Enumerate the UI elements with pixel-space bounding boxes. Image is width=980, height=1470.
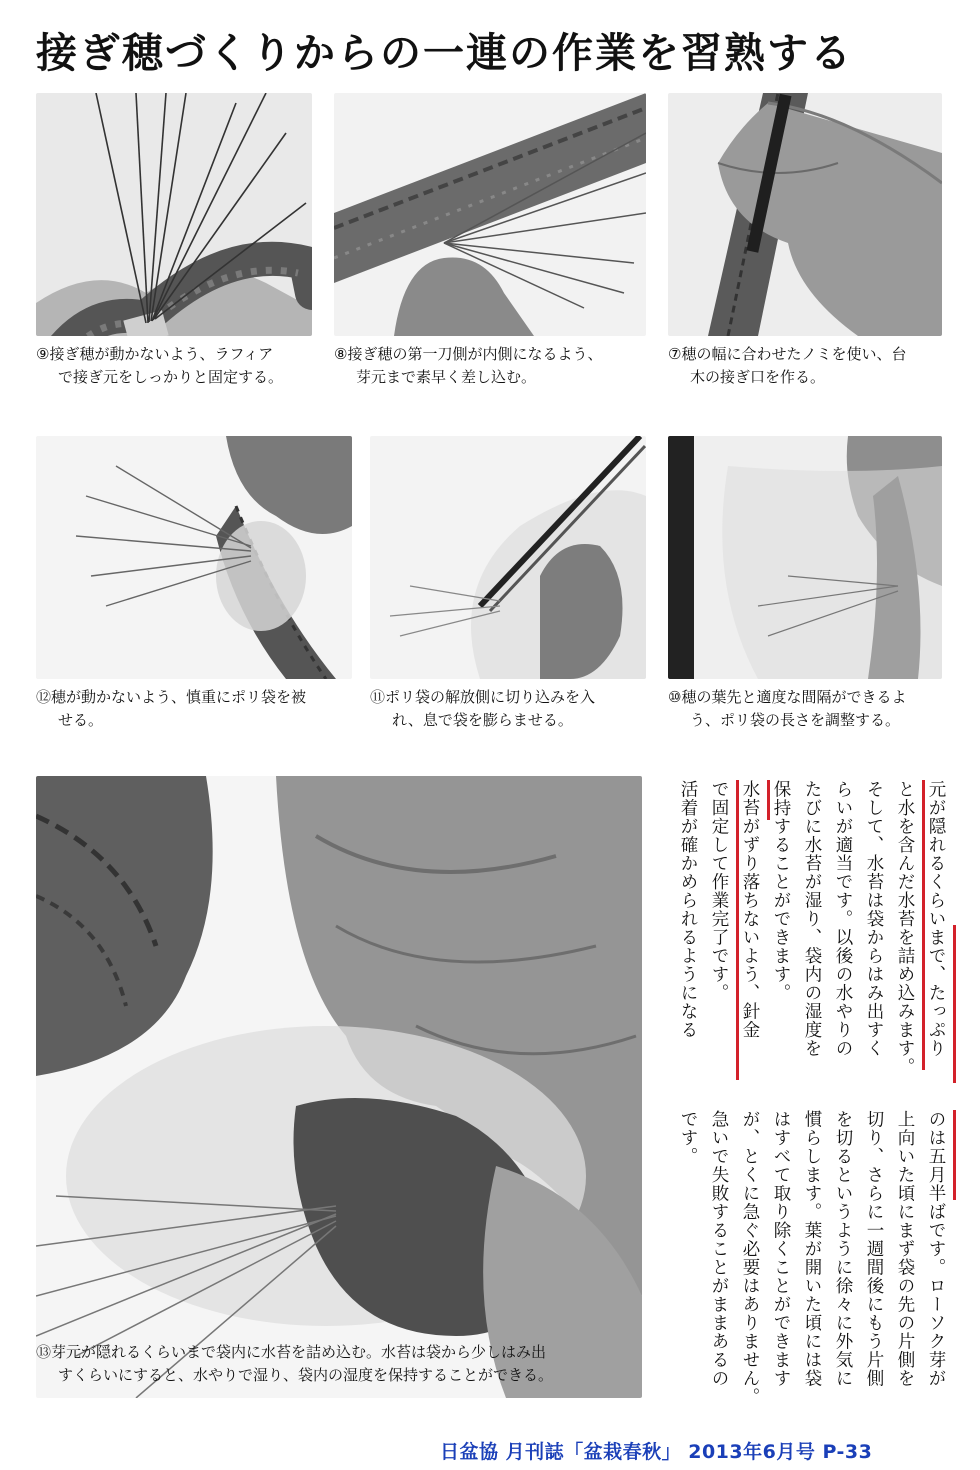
- emphasis-mark: [736, 780, 739, 1080]
- body-upper-col-2: と水を含んだ水苔を詰め込みます。: [895, 780, 915, 1076]
- body-upper-col-5: たびに水苔が湿り、袋内の湿度を: [802, 780, 822, 1058]
- body-lower-col-6: はすべて取り除くことができます: [771, 1110, 791, 1388]
- caption-9: ⑨接ぎ穂が動かないよう、ラフィア で接ぎ元をしっかりと固定する。: [36, 345, 284, 386]
- body-upper-col-6: 保持することができます。: [771, 780, 791, 1002]
- caption-8: ⑧接ぎ穂の第一刀側が内側になるよう、 芽元まで素早く差し込む。: [334, 345, 603, 386]
- body-lower-col-8: 急いで失敗することがままあるの: [709, 1110, 729, 1388]
- emphasis-mark: [922, 780, 925, 1070]
- body-upper-col-4: らいが適当です。以後の水やりの: [833, 780, 853, 1058]
- body-upper-col-3: そして、水苔は袋からはみ出すく: [864, 780, 884, 1058]
- body-lower-col-4: を切るというように徐々に外気に: [833, 1110, 853, 1388]
- photo-8-inserting-scion: [334, 93, 646, 336]
- caption-10: ⑩穂の葉先と適度な間隔ができるよ う、ポリ袋の長さを調整する。: [668, 688, 907, 729]
- body-lower-col-3: 切り、さらに一週間後にもう片側: [864, 1110, 884, 1388]
- body-upper-col-8: で固定して作業完了です。: [709, 780, 729, 1002]
- body-lower-col-5: 慣らします。葉が開いた頃には袋: [802, 1110, 822, 1388]
- caption-13: ⑬芽元が隠れるくらいまで袋内に水苔を詰め込む。水苔は袋から少しはみ出 すくらいにすると、水やりで湿り、袋内の湿度を保持することができる。: [36, 1343, 554, 1384]
- photo-12-covering-bag: [36, 436, 352, 679]
- photo-9-raffia-tying: [36, 93, 312, 336]
- photo-13-packing-moss: [36, 776, 642, 1398]
- body-upper-col-7: 水苔がずり落ちないよう、針金: [740, 780, 760, 1039]
- caption-12: ⑫穂が動かないよう、慎重にポリ袋を被 せる。: [36, 688, 307, 729]
- emphasis-mark: [953, 925, 956, 1083]
- emphasis-mark: [953, 1110, 956, 1200]
- page-footer: 日盆協 月刊誌「盆栽春秋」 2013年6月号 P-33: [440, 1441, 873, 1463]
- page-title: 接ぎ穂づくりからの一連の作業を習熟する: [36, 29, 853, 77]
- photo-10-adjusting-bag: [668, 436, 942, 679]
- caption-7: ⑦穂の幅に合わせたノミを使い、台 木の接ぎ口を作る。: [668, 345, 907, 386]
- body-lower-col-9: です。: [678, 1110, 698, 1166]
- photo-11-inflating-bag: [370, 436, 646, 679]
- caption-11: ⑪ポリ袋の解放側に切り込みを入 れ、息で袋を膨らませる。: [370, 688, 596, 729]
- photo-7-chisel-cut: [668, 93, 942, 336]
- body-lower-col-2: 上向いた頃にまず袋の先の片側を: [895, 1110, 915, 1388]
- emphasis-mark: [767, 780, 770, 820]
- body-lower-col-1: のは五月半ばです。ローソク芽が: [926, 1110, 946, 1388]
- body-upper-col-9: 活着が確かめられるようになる: [678, 780, 698, 1039]
- body-upper-col-1: 元が隠れるくらいまで、たっぷり: [926, 780, 946, 1058]
- body-lower-col-7: が、とくに急ぐ必要はありません。: [740, 1110, 760, 1406]
